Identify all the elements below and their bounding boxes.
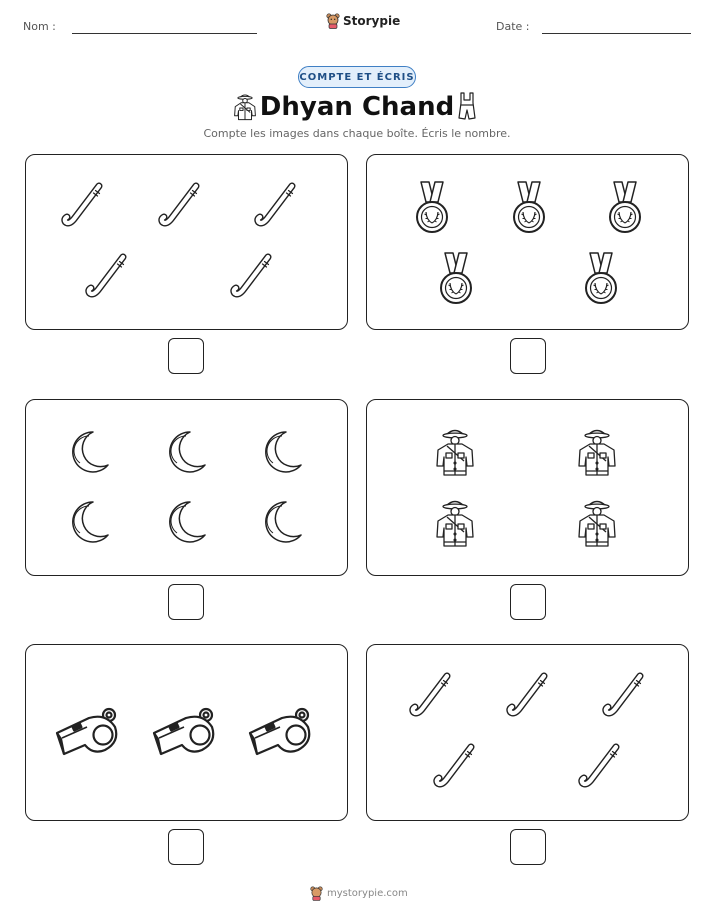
hockey-stick-icon bbox=[437, 747, 472, 784]
footer-url: mystorypie.com bbox=[327, 888, 408, 899]
hockey-stick-icon bbox=[89, 257, 124, 294]
moon-icon bbox=[170, 502, 205, 542]
bear-icon bbox=[310, 886, 323, 901]
hockey-stick-icon bbox=[162, 186, 197, 223]
hockey-stick-icon bbox=[234, 257, 269, 294]
hockey-stick-icon bbox=[413, 676, 448, 713]
whistle-icon bbox=[57, 709, 116, 754]
page-title: Dhyan Chand bbox=[259, 92, 455, 122]
count-panel-4 bbox=[366, 399, 689, 576]
date-field[interactable] bbox=[542, 33, 691, 34]
uniform-icon bbox=[579, 502, 615, 547]
footer bbox=[310, 886, 408, 901]
answer-box-2[interactable] bbox=[510, 338, 546, 374]
whistle-icon bbox=[154, 709, 213, 754]
brand-name: Storypie bbox=[343, 14, 401, 28]
medal-icon bbox=[441, 253, 471, 303]
count-panel-6 bbox=[366, 644, 689, 821]
count-panel-1 bbox=[25, 154, 348, 330]
name-field[interactable] bbox=[72, 33, 257, 34]
bear-icon bbox=[326, 13, 340, 29]
name-label: Nom : bbox=[23, 20, 56, 33]
answer-box-6[interactable] bbox=[510, 829, 546, 865]
hockey-stick-icon bbox=[510, 676, 545, 713]
panel-3-drawing bbox=[26, 400, 349, 577]
sports-kit-icon bbox=[456, 91, 478, 121]
answer-box-3[interactable] bbox=[168, 584, 204, 620]
uniform-icon bbox=[437, 431, 473, 476]
moon-icon bbox=[266, 432, 301, 472]
moon-icon bbox=[73, 432, 108, 472]
moon-icon bbox=[170, 432, 205, 472]
answer-box-1[interactable] bbox=[168, 338, 204, 374]
count-panel-3 bbox=[25, 399, 348, 576]
activity-badge: COMPTE ET ÉCRIS bbox=[298, 66, 416, 88]
uniform-icon bbox=[579, 431, 615, 476]
panel-6-drawing bbox=[367, 645, 690, 822]
count-panel-5 bbox=[25, 644, 348, 821]
answer-box-5[interactable] bbox=[168, 829, 204, 865]
instructions: Compte les images dans chaque boîte. Écris le nombre. bbox=[203, 127, 511, 140]
hockey-stick-icon bbox=[606, 676, 641, 713]
moon-icon bbox=[73, 502, 108, 542]
whistle-icon bbox=[250, 709, 309, 754]
count-panel-2 bbox=[366, 154, 689, 330]
medal-icon bbox=[586, 253, 616, 303]
medal-icon bbox=[610, 182, 640, 232]
answer-box-4[interactable] bbox=[510, 584, 546, 620]
brand-logo bbox=[326, 13, 400, 29]
panel-5-drawing bbox=[26, 645, 349, 822]
hockey-stick-icon bbox=[65, 186, 100, 223]
hockey-stick-icon bbox=[258, 186, 293, 223]
panel-4-drawing bbox=[367, 400, 690, 577]
medal-icon bbox=[514, 182, 544, 232]
panel-2-drawing bbox=[367, 155, 690, 331]
uniform-icon bbox=[437, 502, 473, 547]
hockey-stick-icon bbox=[582, 747, 617, 784]
moon-icon bbox=[266, 502, 301, 542]
panel-1-drawing bbox=[26, 155, 349, 331]
date-label: Date : bbox=[496, 20, 530, 33]
medal-icon bbox=[417, 182, 447, 232]
